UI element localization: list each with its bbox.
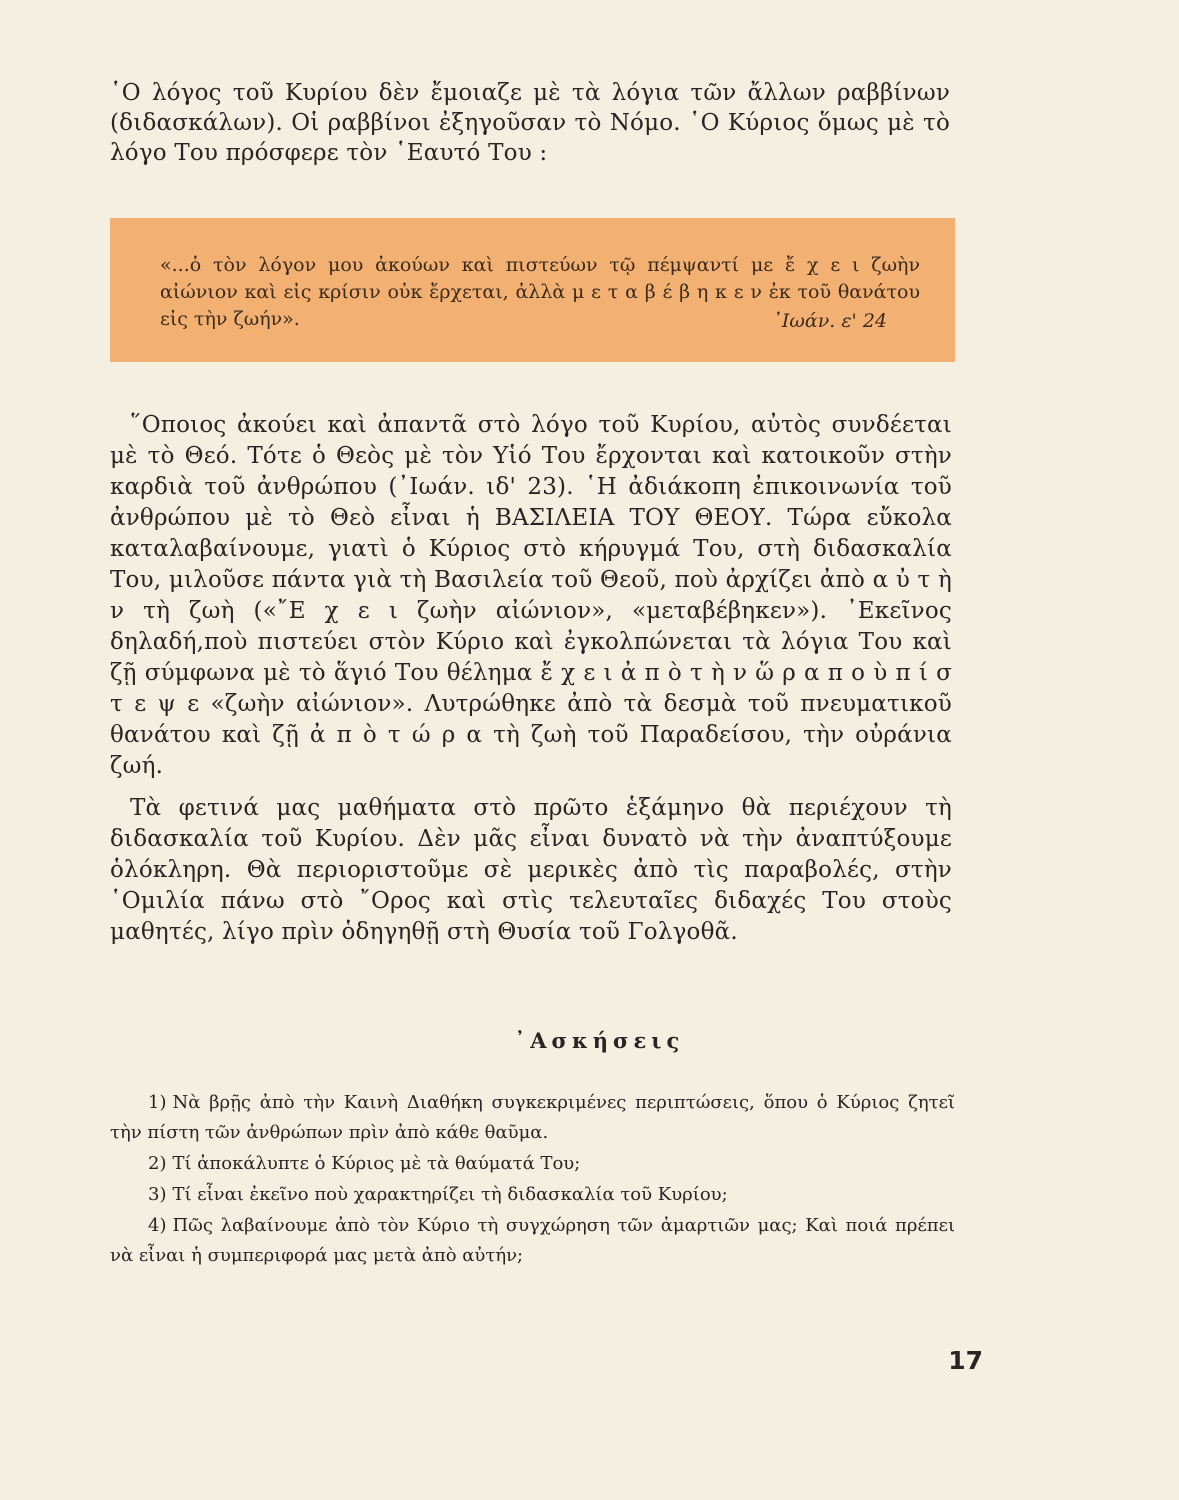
intro-paragraph: ῾Ο λόγος τοῦ Κυρίου δὲν ἔμοιαζε μὲ τὰ λόγια τῶν ἄλλων ραββίνων (διδασκάλων). Οἱ ραββίνοι ἐξηγοῦσαν τὸ Νόμο. ῾Ο Κύριος ὅμως μὲ τὸ λόγο Του πρόσφερε τὸν ῾Εαυτό Του :: [110, 80, 950, 166]
exercise-text: Τί ἀποκάλυπτε ὁ Κύριος μὲ τὰ θαύματά Του;: [172, 1153, 581, 1174]
exercise-item: [110, 1088, 955, 1148]
scripture-reference: ᾿Ιωάν. ε' 24: [772, 310, 887, 332]
exercises-list: [110, 1088, 955, 1272]
exercise-number: 2): [148, 1153, 167, 1174]
exercise-number: 1): [148, 1092, 167, 1113]
body-paragraph-1: ῞Οποιος ἀκούει καὶ ἀπαντᾶ στὸ λόγο τοῦ Κυρίου, αὐτὸς συνδέεται μὲ τὸ Θεό. Τότε ὁ Θεὸς μὲ τὸν Υἱό Του ἔρχονται καὶ κατοικοῦν στὴν καρδιὰ τοῦ ἀνθρώπου (᾿Ιωάν. ιδ' 23). ῾Η ἀδιάκοπη ἐπικοινωνία τοῦ ἀνθρώπου μὲ τὸ Θεὸ εἶναι ἡ ΒΑΣΙΛΕΙΑ ΤΟΥ ΘΕΟΥ. Τώρα εὔκολα καταλαβαίνουμε, γιατὶ ὁ Κύριος στὸ κήρυγμά Του, στὴ διδασκαλία Του, μιλοῦσε πάντα γιὰ τὴ Βασιλεία τοῦ Θεοῦ, ποὺ ἀρχίζει ἀπὸ α ὐ τ ὴ ν τὴ ζωὴ («῎Ε χ ε ι ζωὴν αἰώνιον», «μεταβέβηκεν»). ᾿Εκεῖνος δηλαδή,ποὺ πιστεύει στὸν Κύριο καὶ ἐγκολπώνεται τὰ λόγια Του καὶ ζῇ σύμφωνα μὲ τὸ ἅγιό Του θέλημα ἔ χ ε ι ἀ π ὸ τ ὴ ν ὥ ρ α π ο ὺ π ί σ τ ε ψ ε «ζωὴν αἰώνιον». Λυτρώθηκε ἀπὸ τὰ δεσμὰ τοῦ πνευματικοῦ θανάτου καὶ ζῇ ἀ π ὸ τ ώ ρ α τὴ ζωὴ τοῦ Παραδείσου, τὴν οὐράνια ζωή.: [110, 412, 952, 779]
exercise-text: Τί εἶναι ἐκεῖνο ποὺ χαρακτηρίζει τὴ διδασκαλία τοῦ Κυρίου;: [172, 1184, 728, 1205]
exercise-item: [110, 1180, 955, 1210]
scripture-quote-text: «...ὁ τὸν λόγον μου ἀκούων καὶ πιστεύων τῷ πέμψαντί με ἔ χ ε ι ζωὴν αἰώνιον καὶ εἰς κρίσιν οὐκ ἔρχεται, ἀλλὰ μ ε τ α β έ β η κ ε ν ἐκ τοῦ θανάτου εἰς τὴν ζωήν».: [160, 254, 920, 330]
body-paragraph-2: Τὰ φετινά μας μαθήματα στὸ πρῶτο ἑξάμηνο θὰ περιέχουν τὴ διδασκαλία τοῦ Κυρίου. Δὲν μᾶς εἶναι δυνατὸ νὰ τὴν ἀναπτύξουμε ὁλόκληρη. Θὰ περιοριστοῦμε σὲ μερικὲς ἀπὸ τὶς παραβολές, στὴν ῾Ομιλία πάνω στὸ ῎Ορος καὶ στὶς τελευταῖες διδαχές Του στοὺς μαθητές, λίγο πρὶν ὁδηγηθῇ στὴ Θυσία τοῦ Γολγοθᾶ.: [110, 795, 952, 945]
page-number: 17: [948, 1346, 983, 1375]
exercise-text: Πῶς λαβαίνουμε ἀπὸ τὸν Κύριο τὴ συγχώρηση τῶν ἁμαρτιῶν μας; Καὶ ποιά πρέπει νὰ εἶναι ἡ συμπεριφορά μας μετὰ ἀπὸ αὐτήν;: [110, 1215, 955, 1266]
exercise-item: [110, 1211, 955, 1271]
exercise-item: [110, 1149, 955, 1179]
scripture-quote-box: [110, 218, 955, 362]
exercise-number: 4): [148, 1215, 167, 1236]
exercise-text: Νὰ βρῇς ἀπὸ τὴν Καινὴ Διαθήκη συγκεκριμένες περιπτώσεις, ὅπου ὁ Κύριος ζητεῖ τὴν πίστη τῶν ἀνθρώπων πρὶν ἀπὸ κάθε θαῦμα.: [110, 1092, 955, 1143]
exercise-number: 3): [148, 1184, 167, 1205]
exercises-heading: ᾿Ασκήσεις: [514, 1028, 685, 1053]
